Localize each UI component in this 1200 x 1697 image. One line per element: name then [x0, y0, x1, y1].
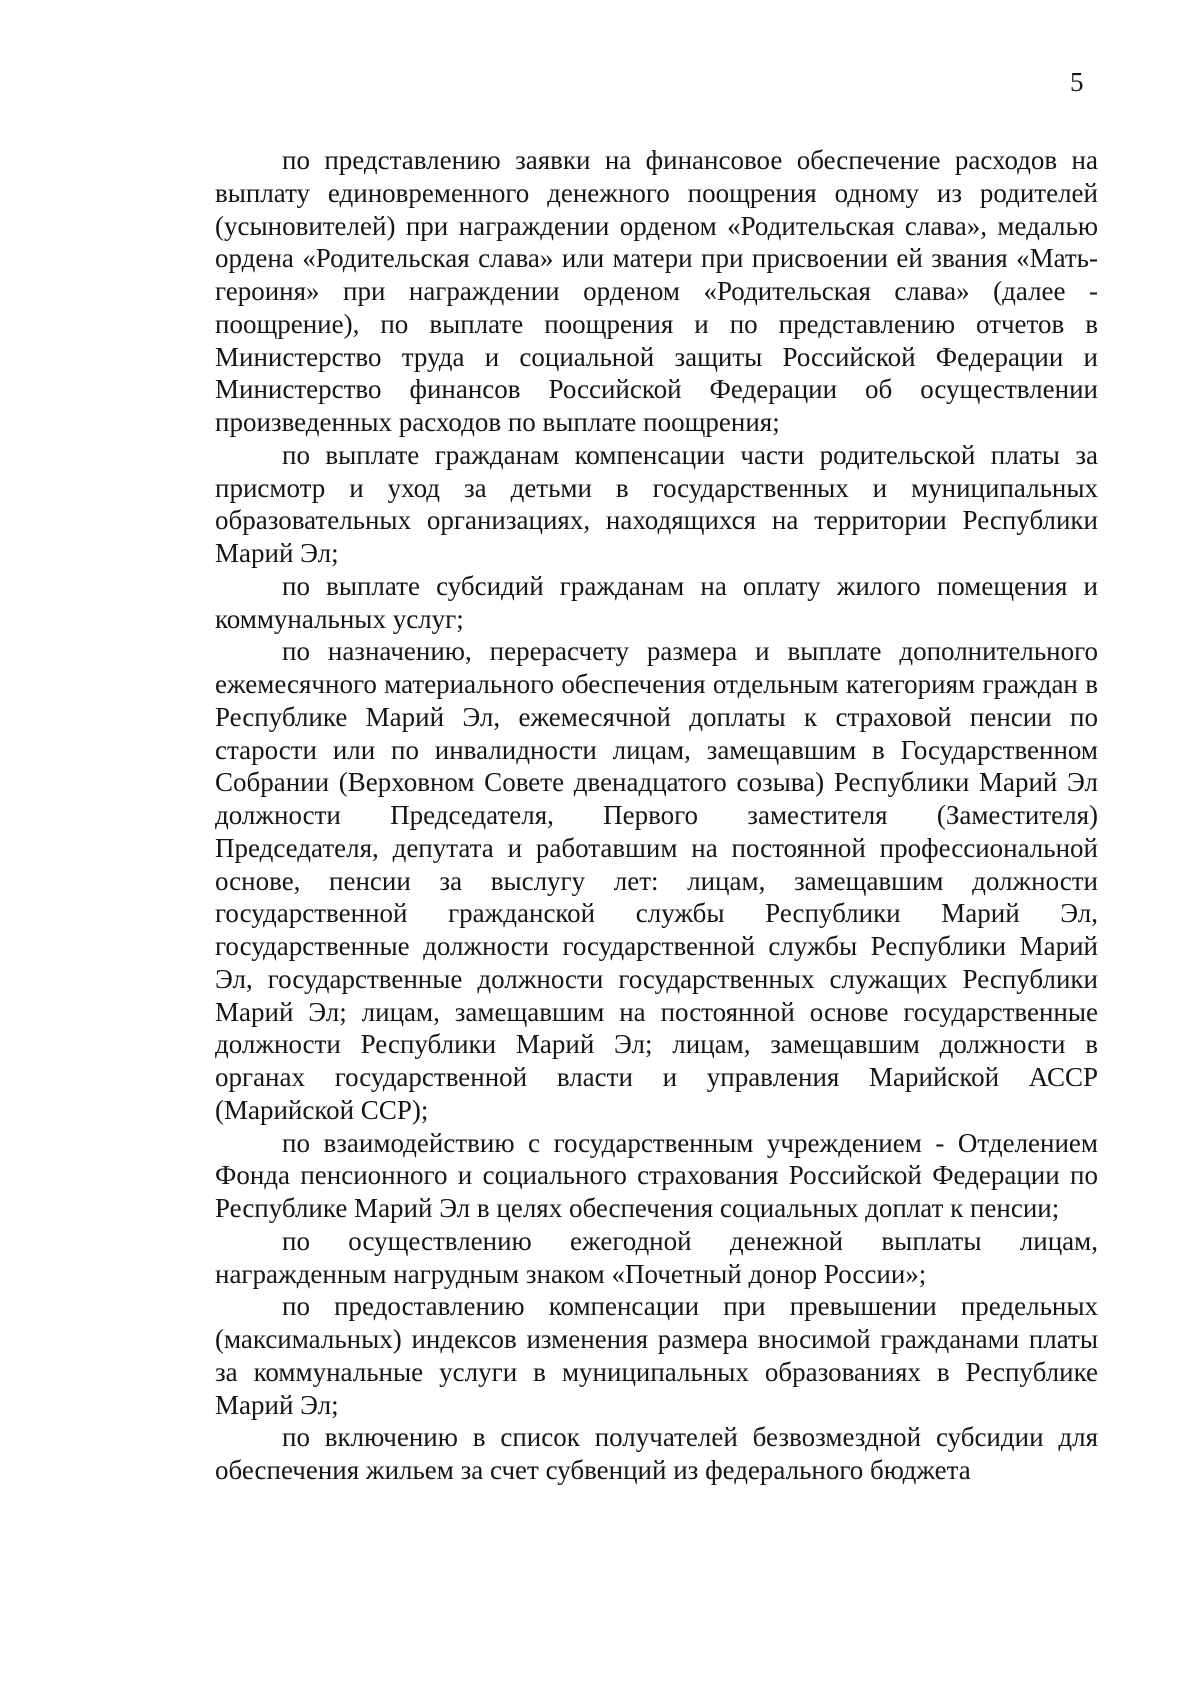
- paragraph-housing-subsidy-list: по включению в список получателей безвозмездной субсидии для обеспечения жильем за счет субвенций из федерального бюджета: [215, 1422, 1098, 1485]
- paragraph-utility-compensation: по предоставлению компенсации при превышении предельных (максимальных) индексов изменения размера вносимой гражданами платы за коммунальные услуги в муниципальных образованиях в Республике Марий Эл;: [215, 1291, 1098, 1420]
- paragraph-donor-payment: по осуществлению ежегодной денежной выплаты лицам, награжденным нагрудным знаком «Почетный донор России»;: [215, 1225, 1098, 1289]
- paragraph-housing-subsidies: по выплате субсидий гражданам на оплату жилого помещения и коммунальных услуг;: [215, 570, 1098, 634]
- paragraph-parental-fee-compensation: по выплате гражданам компенсации части родительской платы за присмотр и уход за детьми в государственных и муниципальных образовательных организациях, находящихся на территории Республики Марий Эл;: [215, 439, 1098, 568]
- paragraph-pension-fund-interaction: по взаимодействию с государственным учреждением - Отделением Фонда пенсионного и социального страхования Российской Федерации по Республике Марий Эл в целях обеспечения социальных доплат к пенсии;: [215, 1127, 1098, 1223]
- document-body: [215, 144, 1098, 1487]
- paragraph-award-payment: по представлению заявки на финансовое обеспечение расходов на выплату единовременного денежного поощрения одному из родителей (усыновителей) при награждении орденом «Родительская слава», медалью ордена «Родительская слава» или матери при присвоении ей звания «Мать-героиня» при награждении орденом «Родительская слава» (далее - поощрение), по выплате поощрения и по представлению отчетов в Министерство труда и социальной защиты Российской Федерации и Министерство финансов Российской Федерации об осуществлении произведенных расходов по выплате поощрения;: [215, 145, 1098, 437]
- page-number: 5: [1070, 67, 1084, 97]
- paragraph-additional-monthly-support: по назначению, перерасчету размера и выплате дополнительного ежемесячного материального обеспечения отдельным категориям граждан в Республике Марий Эл, ежемесячной доплаты к страховой пенсии по старости или по инвалидности лицам, замещавшим в Государственном Собрании (Верховном Совете двенадцатого созыва) Республики Марий Эл должности Председателя, Первого заместителя (Заместителя) Председателя, депутата и работавшим на постоянной профессиональной основе, пенсии за выслугу лет: лицам, замещавшим должности государственной гражданской службы Республики Марий Эл, государственные должности государственной службы Республики Марий Эл, государственные должности государственных служащих Республики Марий Эл; лицам, замещавшим на постоянной основе государственные должности Республики Марий Эл; лицам, замещавшим должности в органах государственной власти и управления Марийской АССР (Марийской ССР);: [215, 636, 1098, 1125]
